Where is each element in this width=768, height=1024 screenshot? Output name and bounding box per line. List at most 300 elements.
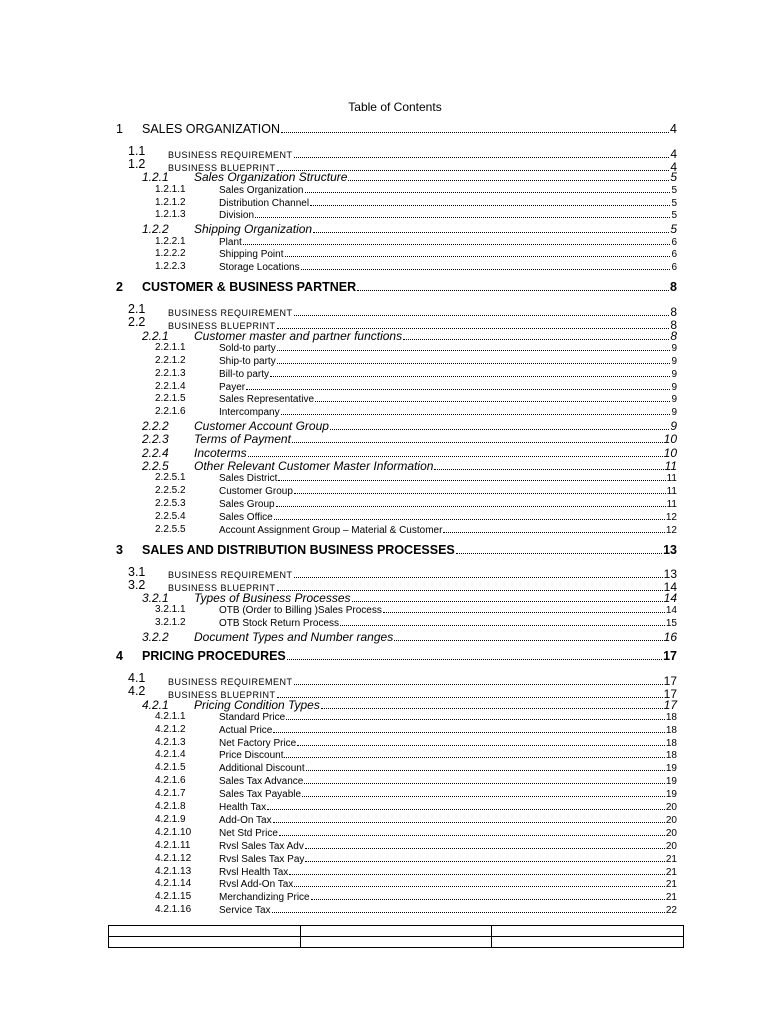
toc-entry[interactable] [0, 144, 768, 161]
toc-entry-page: 12 [665, 524, 677, 536]
toc-entry-page: 4 [670, 159, 677, 174]
toc-entry-number: 2.2.5 [142, 458, 169, 473]
toc-entry-label: BUSINESS BLUEPRINT [168, 321, 276, 332]
dot-leader [289, 866, 665, 875]
toc-entry[interactable] [0, 381, 768, 394]
toc-entry-page: 20 [665, 814, 677, 826]
toc-entry-page: 17 [663, 673, 677, 688]
toc-entry-label: SALES ORGANIZATION [142, 122, 280, 136]
dot-leader [305, 840, 665, 849]
toc-entry-page: 11 [666, 498, 677, 510]
toc-entry[interactable] [0, 197, 768, 210]
toc-entry-label: Bill-to party [219, 368, 270, 380]
toc-entry-line [219, 248, 677, 260]
toc-entry-label: Sales Tax Advance [219, 776, 304, 788]
dot-leader [403, 329, 669, 340]
toc-entry[interactable] [0, 511, 768, 524]
dot-leader [281, 122, 669, 133]
toc-entry-number: 4.2.1.6 [155, 775, 186, 787]
toc-entry-line [142, 649, 677, 663]
toc-entry[interactable] [0, 827, 768, 840]
footer-table-row [109, 926, 684, 937]
dot-leader [281, 406, 671, 415]
toc-entry-label: Customer Group [219, 485, 293, 497]
dot-leader [305, 853, 664, 862]
toc-entry-number: 4.2.1.2 [155, 723, 186, 735]
toc-entry-label: Rvsl Add-On Tax [219, 879, 294, 891]
toc-entry-page: 17 [663, 649, 677, 664]
toc-entry-page: 4 [670, 122, 677, 136]
toc-entry[interactable] [0, 122, 768, 142]
toc-entry-page: 17 [663, 687, 677, 702]
toc-entry-number: 4.2.1.3 [155, 736, 186, 748]
toc-entry-number: 4.2.1.5 [155, 762, 186, 774]
toc-entry[interactable] [0, 617, 768, 630]
dot-leader [276, 498, 666, 507]
toc-entry-number: 2.2.1.5 [155, 393, 186, 405]
toc-entry[interactable] [0, 684, 768, 702]
dot-leader [274, 511, 665, 520]
toc-entry[interactable] [0, 498, 768, 511]
toc-entry-line [219, 749, 677, 761]
toc-entry-number: 4.1 [128, 671, 146, 686]
toc-entry-number: 1.1 [128, 144, 146, 158]
toc-entry-page: 10 [663, 432, 677, 447]
toc-entry-page: 5 [671, 197, 677, 209]
toc-entry-line [219, 393, 677, 405]
toc-entry[interactable] [0, 671, 768, 688]
toc-entry-number: 4.2.1 [142, 697, 169, 712]
toc-entry-number: 1.2.2 [142, 222, 169, 237]
toc-entry-number: 1.2.1.1 [155, 183, 186, 195]
toc-entry-number: 4.2.1.8 [155, 801, 186, 812]
toc-entry-line [194, 630, 677, 644]
toc-entry[interactable] [0, 393, 768, 406]
toc-entry[interactable] [0, 737, 768, 750]
toc-entry[interactable] [0, 222, 768, 235]
dot-leader [286, 711, 665, 720]
footer-cell [492, 937, 684, 948]
toc-entry-label: Incoterms [194, 445, 247, 460]
dot-leader [394, 630, 662, 641]
toc-entry[interactable] [0, 248, 768, 261]
toc-entry-line [142, 122, 677, 136]
dot-leader [273, 814, 665, 823]
toc-entry-page: 9 [671, 394, 677, 406]
toc-entry-number: 2.2.2 [142, 419, 169, 434]
toc-entry-page: 9 [671, 342, 677, 354]
toc-entry-label: Sales Tax Payable [219, 789, 302, 801]
toc-entry[interactable] [0, 261, 768, 274]
dot-leader [443, 524, 664, 533]
toc-entry-line [194, 222, 677, 236]
toc-entry[interactable] [0, 368, 768, 381]
footer-cell [492, 926, 684, 937]
toc-entry-page: 18 [665, 750, 677, 762]
toc-entry-label: Ship-to party [219, 355, 276, 367]
toc-entry-label: Customer Account Group [194, 419, 329, 434]
toc-entry[interactable] [0, 432, 768, 445]
toc-entry-label: Net Std Price [219, 827, 278, 839]
dot-leader [246, 381, 670, 390]
dot-leader [297, 737, 665, 746]
toc-entry-number: 2.2.1 [142, 328, 169, 343]
toc-entry-number: 2.1 [128, 302, 146, 317]
toc-entry[interactable] [0, 419, 768, 432]
toc-entry-line [219, 406, 677, 418]
toc-entry[interactable] [0, 280, 768, 300]
toc-entry-label: Sales Organization Structure [194, 170, 348, 185]
toc-entry-label: BUSINESS REQUIREMENT [168, 570, 293, 581]
toc-entry-page: 18 [665, 724, 677, 736]
toc-entry[interactable] [0, 711, 768, 724]
toc-entry-line [219, 236, 677, 248]
toc-entry-page: 6 [671, 262, 677, 274]
toc-entry-line [194, 698, 677, 712]
toc-entry[interactable] [0, 184, 768, 197]
toc-entry-line [219, 866, 677, 878]
dot-leader [273, 724, 665, 733]
toc-entry[interactable] [0, 698, 768, 711]
toc-entry-number: 3.2.1.1 [155, 604, 186, 616]
toc-entry-page: 19 [665, 776, 677, 788]
toc-entry-line [194, 432, 677, 446]
toc-entry[interactable] [0, 157, 768, 174]
toc-entry-number: 2.2.4 [142, 445, 169, 460]
toc-entry-number: 4.2.1.11 [155, 839, 191, 851]
toc-entry-label: Sales Representative [219, 394, 315, 406]
toc-entry[interactable] [0, 564, 768, 582]
toc-entry-line [219, 485, 677, 497]
dot-leader [294, 671, 663, 685]
toc-entry[interactable] [0, 577, 768, 595]
toc-entry-page: 14 [663, 580, 677, 595]
toc-entry-line [219, 524, 677, 536]
toc-entry-page: 16 [663, 629, 677, 644]
toc-entry-number: 1.2 [128, 157, 146, 172]
dot-leader [383, 604, 665, 613]
toc-entry[interactable] [0, 342, 768, 355]
toc-entry-label: BUSINESS BLUEPRINT [168, 162, 276, 173]
toc-entry-line [194, 419, 677, 433]
toc-entry-label: Sales Organization [219, 184, 304, 196]
toc-entry-label: Types of Business Processes [194, 590, 351, 605]
toc-entry[interactable] [0, 459, 768, 472]
toc-entry-label: OTB (Order to Billing )Sales Process [219, 605, 382, 617]
toc-entry-number: 4.2.1.7 [155, 788, 186, 800]
toc-entry[interactable] [0, 604, 768, 617]
toc-entry-number: 2.2.5.3 [155, 497, 186, 509]
toc-entry-label: Net Factory Price [219, 737, 297, 749]
toc-entry-page: 12 [665, 511, 677, 523]
dot-leader [284, 749, 664, 758]
toc-entry-label: OTB Stock Return Process [219, 618, 340, 629]
toc-entry-label: Intercompany [219, 407, 280, 419]
toc-entry-line [219, 840, 677, 852]
toc-entry[interactable] [0, 446, 768, 459]
toc-entry-number: 4.2.1.9 [155, 813, 186, 825]
toc-entry[interactable] [0, 814, 768, 827]
toc-entry[interactable] [0, 891, 768, 904]
toc-entry-number: 2.2.5.5 [155, 523, 186, 535]
toc-entry-line [219, 498, 677, 510]
toc-entry[interactable] [0, 236, 768, 249]
toc-entry[interactable] [0, 866, 768, 879]
toc-entry-page: 9 [671, 381, 677, 393]
toc-entry-number: 4.2.1.14 [155, 878, 192, 890]
toc-entry-label: Sold-to party [219, 342, 276, 354]
toc-entry-label: BUSINESS BLUEPRINT [168, 690, 276, 701]
toc-entry[interactable] [0, 878, 768, 891]
toc-entry-number: 3.2.2 [142, 629, 169, 644]
toc-entry[interactable] [0, 788, 768, 801]
toc-entry[interactable] [0, 406, 768, 419]
toc-entry-line [219, 827, 677, 839]
toc-entry-page: 5 [671, 184, 677, 196]
dot-leader [279, 827, 665, 836]
toc-entry[interactable] [0, 315, 768, 333]
toc-entry[interactable] [0, 170, 768, 183]
toc-entry-number: 1.2.1.3 [155, 209, 186, 221]
toc-entry[interactable] [0, 649, 768, 669]
toc-entry-line [219, 853, 677, 865]
dot-leader [285, 248, 671, 257]
toc-entry-number: 3.2.1.2 [155, 617, 186, 628]
dot-leader [348, 171, 669, 182]
toc-entry-number: 2.2.3 [142, 432, 169, 447]
toc-entry-page: 10 [663, 445, 677, 460]
toc-entry-number: 4 [116, 649, 123, 664]
toc-entry-page: 17 [663, 697, 677, 712]
toc-entry-label: Shipping Organization [194, 222, 313, 237]
dot-leader [294, 485, 666, 494]
toc-entry[interactable] [0, 591, 768, 604]
toc-entry[interactable] [0, 209, 768, 222]
toc-entry-number: 2.2.1.4 [155, 380, 186, 392]
toc-entry-label: Standard Price [219, 711, 286, 723]
toc-entry-label: SALES AND DISTRIBUTION BUSINESS PROCESSES [142, 542, 455, 557]
toc-entry-line [219, 604, 677, 616]
footer-table-row [109, 937, 684, 948]
toc-entry-line [219, 197, 677, 209]
toc-entry-page: 20 [665, 802, 677, 813]
toc-entry-number: 4.2.1.10 [155, 826, 192, 838]
toc-entry[interactable] [0, 485, 768, 498]
dot-leader [305, 184, 671, 193]
toc-entry-page: 8 [670, 304, 677, 319]
toc-entry-line [194, 329, 677, 343]
toc-entry-page: 6 [671, 236, 677, 248]
toc-entry[interactable] [0, 749, 768, 762]
toc-entry-page: 6 [671, 249, 677, 261]
dot-leader [310, 197, 670, 206]
dot-leader [278, 472, 665, 481]
toc-entry-label: Division [219, 210, 255, 222]
toc-entry-page: 21 [665, 853, 677, 865]
toc-entry[interactable] [0, 329, 768, 342]
toc-entry-line [194, 446, 677, 460]
toc-entry-number: 1 [116, 122, 123, 136]
toc-entry-label: Plant [219, 236, 242, 248]
dot-leader [292, 433, 663, 444]
toc-entry-number: 2.2.1.6 [155, 406, 186, 418]
toc-entry-label: BUSINESS REQUIREMENT [168, 149, 293, 160]
toc-entry-line [219, 814, 677, 826]
toc-entry-page: 8 [670, 280, 677, 295]
dot-leader [248, 446, 663, 457]
toc-entry[interactable] [0, 302, 768, 319]
toc-entry-line [219, 904, 677, 916]
toc-entry-page: 20 [665, 827, 677, 839]
toc-entry-line [142, 280, 677, 294]
toc-entry-page: 11 [666, 473, 677, 484]
toc-entry-line [219, 355, 677, 367]
toc-entry-line [142, 543, 677, 557]
dot-leader [272, 904, 665, 913]
toc-entry[interactable] [0, 762, 768, 775]
toc-entry-number: 3.1 [128, 564, 146, 579]
toc-entry-label: Sales Group [219, 498, 275, 510]
toc-entry-page: 11 [666, 485, 677, 497]
toc-entry-line [219, 724, 677, 736]
dot-leader [311, 891, 665, 900]
toc-entry-page: 21 [665, 879, 677, 891]
toc-entry-number: 3.2.1 [142, 590, 169, 605]
toc-entry-page: 19 [665, 763, 677, 775]
toc-entry-label: Storage Locations [219, 262, 300, 274]
toc-entry[interactable] [0, 904, 768, 917]
dot-leader [277, 355, 671, 364]
dot-leader [315, 393, 670, 402]
toc-entry-page: 4 [670, 146, 677, 161]
toc-entry-line [219, 737, 677, 749]
toc-entry-label: CUSTOMER & BUSINESS PARTNER [142, 280, 357, 295]
toc-entry-number: 2.2.5.2 [155, 484, 186, 496]
toc-entry[interactable] [0, 630, 768, 643]
toc-entry-label: PRICING PROCEDURES [142, 649, 286, 664]
dot-leader [243, 236, 671, 245]
footer-cell [300, 926, 492, 937]
toc-entry-number: 4.2.1.12 [155, 852, 192, 864]
toc-entry-number: 3.2 [128, 577, 146, 592]
toc-entry[interactable] [0, 543, 768, 563]
toc-entry-label: Health Tax [219, 802, 267, 813]
footer-table [108, 925, 684, 948]
toc-entry-line [219, 209, 677, 221]
toc-entry-number: 2.2.1.1 [155, 341, 186, 353]
toc-entry-line [219, 788, 677, 800]
toc-entry-page: 9 [670, 419, 677, 434]
toc-entry-number: 2.2.5.1 [155, 472, 186, 483]
toc-entry-label: Distribution Channel [219, 197, 310, 209]
toc-entry-page: 5 [670, 222, 677, 237]
toc-entry-page: 13 [663, 567, 677, 582]
toc-entry-number: 1.2.1 [142, 170, 169, 185]
toc-entry-number: 4.2.1.13 [155, 865, 192, 877]
toc-entry-line [219, 472, 677, 484]
dot-leader [294, 144, 670, 158]
toc-entry-line [219, 261, 677, 273]
toc-entry-page: 9 [671, 355, 677, 367]
dot-leader [270, 368, 670, 377]
toc-entry-line [194, 170, 677, 184]
toc-entry-line [219, 891, 677, 903]
dot-leader [302, 788, 665, 797]
toc-entry-page: 13 [663, 542, 677, 557]
toc-entry[interactable] [0, 355, 768, 368]
toc-entry-page: 9 [671, 407, 677, 419]
toc-entry-page: 8 [670, 318, 677, 333]
toc-entry-page: 19 [665, 789, 677, 801]
toc-entry-page: 5 [671, 210, 677, 222]
toc-entry-line [219, 762, 677, 774]
toc-entry[interactable] [0, 840, 768, 853]
toc-entry-number: 2.2.5.4 [155, 510, 186, 522]
toc-entry[interactable] [0, 724, 768, 737]
toc-title: Table of Contents [348, 100, 442, 114]
toc-entry-number: 2.2.1.2 [155, 354, 186, 366]
dot-leader [456, 543, 662, 554]
toc-entry-label: Payer [219, 381, 246, 393]
toc-entry-label: BUSINESS REQUIREMENT [168, 307, 293, 318]
dot-leader [255, 209, 670, 218]
toc-entry[interactable] [0, 775, 768, 788]
toc-entry[interactable] [0, 524, 768, 537]
toc-entry-number: 2.2.1.3 [155, 367, 186, 379]
footer-cell [300, 937, 492, 948]
toc-entry-label: Sales Office [219, 511, 273, 523]
toc-entry-number: 4.2.1.4 [155, 749, 186, 761]
dot-leader [301, 261, 671, 270]
toc-entry-page: 8 [670, 328, 677, 343]
dot-leader [352, 591, 663, 602]
toc-entry-line [219, 801, 677, 813]
dot-leader [277, 578, 663, 592]
toc-entry-label: Price Discount [219, 750, 284, 762]
toc-entry-page: 21 [665, 892, 677, 904]
toc-entry-label: Add-On Tax [219, 814, 272, 826]
toc-entry-label: Document Types and Number ranges [194, 629, 394, 644]
toc-entry-page: 18 [665, 737, 677, 749]
dot-leader [287, 649, 662, 660]
toc-entry-label: Actual Price [219, 724, 273, 736]
toc-entry-line [219, 617, 677, 629]
toc-entry-number: 1.2.2.2 [155, 248, 186, 260]
toc-entry-number: 4.2.1.16 [155, 904, 192, 916]
toc-entry-line [194, 591, 677, 605]
footer-cell [109, 926, 301, 937]
toc-entry-page: 11 [664, 458, 677, 473]
toc-entry-line [194, 459, 677, 473]
toc-entry-number: 1.2.2.3 [155, 261, 186, 273]
dot-leader [277, 342, 671, 351]
toc-entry-page: 15 [665, 618, 677, 629]
dot-leader [294, 302, 670, 316]
toc-entry-label: Rvsl Health Tax [219, 866, 289, 878]
toc-entry-page: 22 [665, 905, 677, 917]
dot-leader [357, 280, 669, 291]
dot-leader [294, 565, 663, 579]
dot-leader [321, 698, 663, 709]
toc-entry[interactable] [0, 472, 768, 485]
dot-leader [313, 223, 669, 234]
toc-entry-label: Additional Discount [219, 763, 305, 775]
toc-entry[interactable] [0, 853, 768, 866]
dot-leader [304, 775, 665, 784]
toc-entry-label: BUSINESS BLUEPRINT [168, 583, 276, 594]
dot-leader [340, 617, 665, 626]
toc-entry[interactable] [0, 801, 768, 814]
